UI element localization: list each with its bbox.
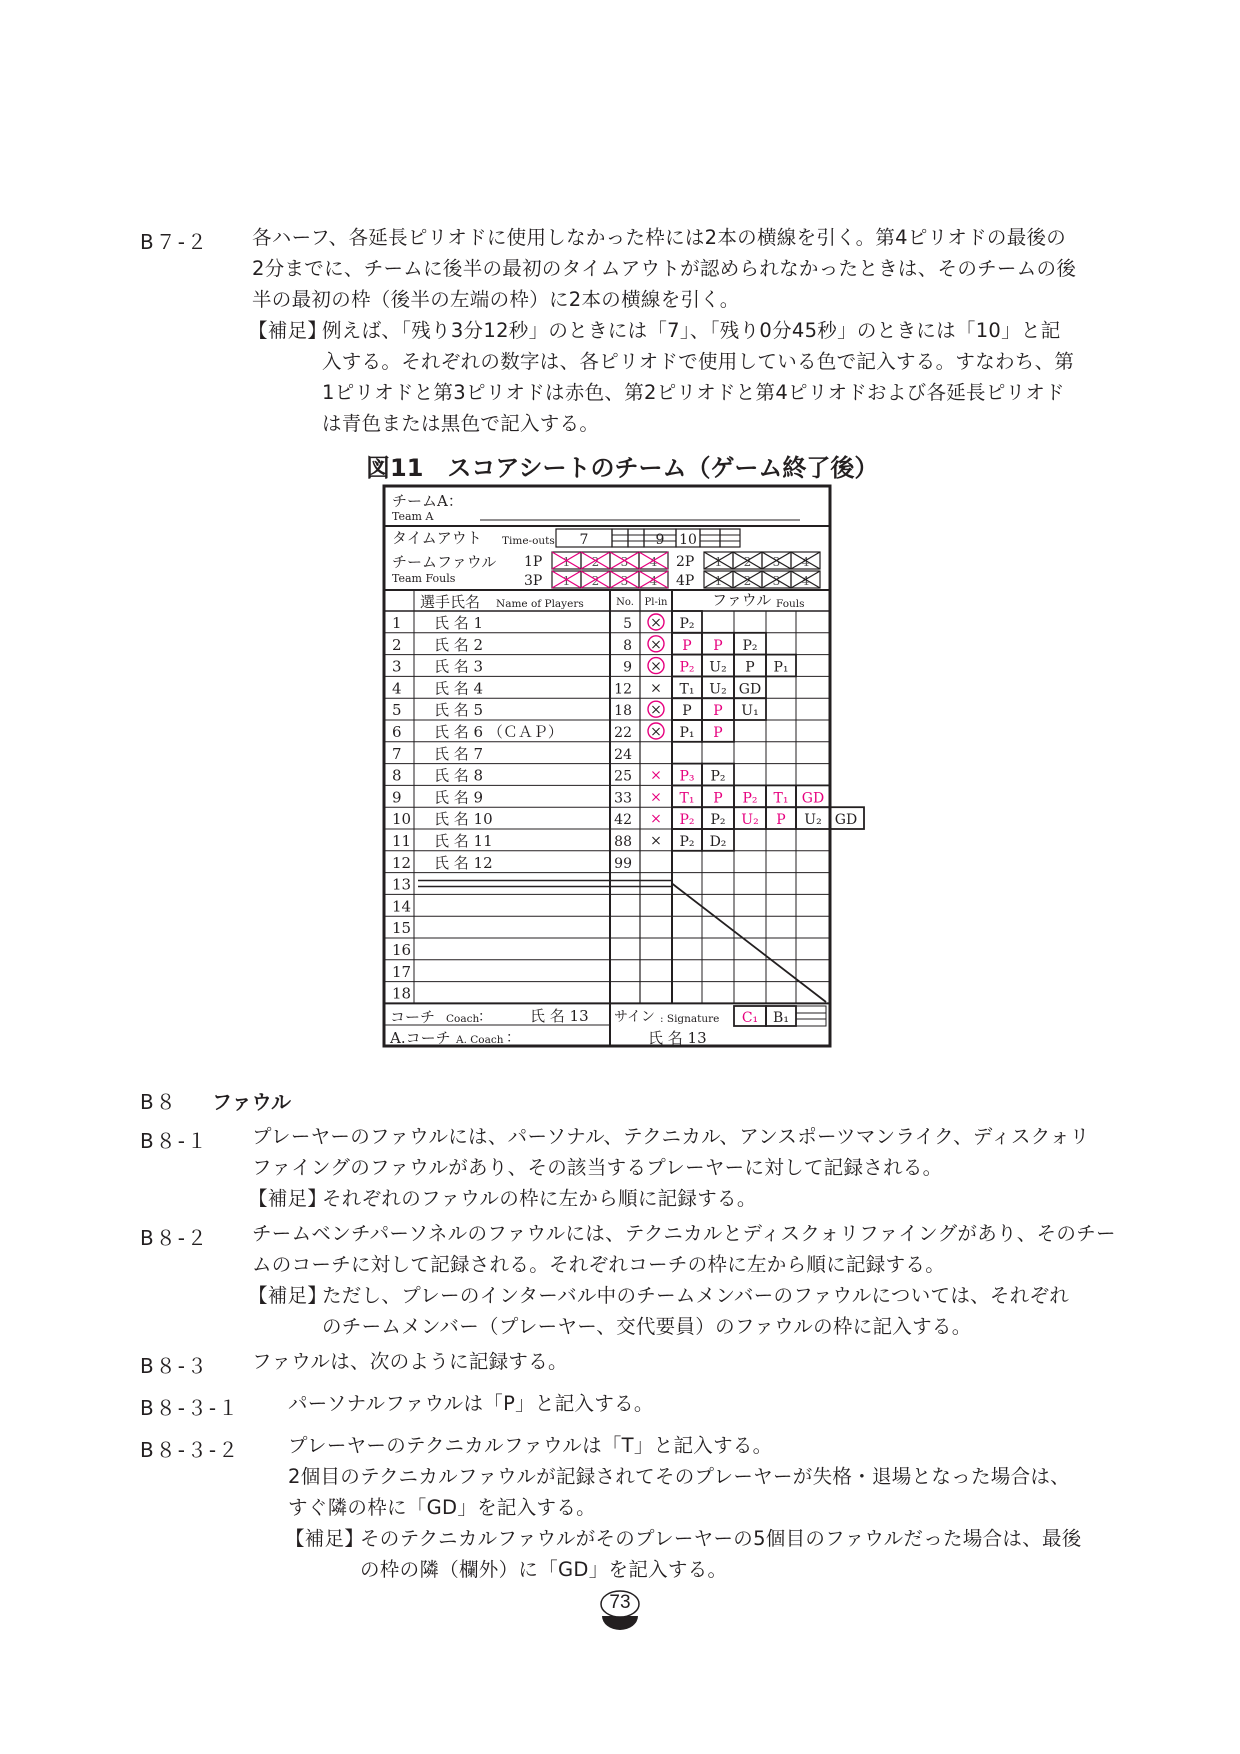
foul-entry: U₂: [709, 659, 727, 676]
player-index: 1: [392, 614, 402, 632]
player-name: 氏 名 3: [434, 657, 484, 676]
b7-2-line-1: 各ハーフ、各延長ピリオドに使用しなかった枠には2本の横線を引く。第4ピリオドの最後の: [252, 226, 1067, 249]
acoach-label-en: A. Coach: [456, 1034, 504, 1046]
player-in-mark: ×: [650, 680, 662, 697]
timeout-box: [720, 529, 740, 547]
b8-2-note-label: 【補足】: [248, 1284, 328, 1307]
coach-foul-box-empty: [796, 1006, 826, 1026]
player-number: 24: [614, 746, 632, 763]
player-name: 氏 名 10: [434, 810, 493, 829]
player-name: 氏 名 7: [434, 744, 484, 763]
player-index: 9: [392, 788, 402, 807]
team-foul-number: 2: [591, 574, 600, 588]
timeout-box: [628, 529, 644, 547]
foul-entry: P₁: [679, 725, 695, 741]
foul-entry: U₂: [804, 812, 822, 829]
b8-2-note-line-2: のチームメンバー（プレーヤー、交代要員）のファウルの枠に記入する。: [322, 1315, 972, 1338]
player-index: 4: [392, 679, 402, 698]
section-code-b8-3-1: B８-３-１: [140, 1396, 241, 1420]
player-index: 3: [392, 657, 402, 676]
player-in-mark: ×: [650, 636, 662, 653]
player-index: 5: [392, 701, 402, 720]
team-foul-number: 2: [591, 555, 600, 569]
player-in-mark: ×: [650, 615, 662, 631]
foul-entry: P: [713, 725, 723, 741]
b8-2-note-line-1: ただし、プレーのインターバル中のチームメンバーのファウルについては、それぞれ: [322, 1284, 1070, 1307]
timeout-value: 7: [579, 532, 589, 548]
player-in-mark: ×: [650, 811, 662, 828]
plin-header: Pl-in: [644, 597, 668, 608]
team-foul-number: 4: [649, 555, 658, 569]
page-number-badge: [598, 1590, 642, 1630]
player-name: 氏 名 8: [434, 766, 484, 785]
team-foul-number: 3: [620, 555, 629, 569]
coach-label-en: Coach: [446, 1013, 480, 1025]
foul-entry: GD: [801, 790, 825, 807]
player-name: 氏 名 11: [434, 832, 493, 850]
sign-label-en: : Signature: [660, 1013, 720, 1025]
acoach-colon: ：: [506, 1030, 520, 1046]
foul-entry: P: [682, 637, 692, 654]
b8-1-line-2: ファイングのファウルがあり、その該当するプレーヤーに対して記録される。: [252, 1156, 943, 1179]
team-foul-number: 4: [801, 574, 810, 588]
foul-entry: P₂: [742, 637, 758, 654]
foul-entry: P: [745, 659, 755, 676]
section-code-b7-2: B７-２: [140, 230, 209, 254]
player-number: 99: [614, 855, 632, 872]
foul-entry: P₂: [679, 812, 695, 829]
foul-entry: P: [713, 637, 723, 654]
foul-entry: GD: [738, 681, 762, 698]
b7-2-note-line-1: 例えば、「残り3分12秒」のときには「7」、「残り0分45秒」のときには「10」と記: [322, 319, 1061, 342]
player-name: 氏 名 1: [434, 614, 484, 632]
fouls-header-en: Fouls: [776, 598, 805, 610]
team-foul-number: 1: [562, 555, 571, 569]
player-index: 6: [392, 723, 402, 741]
player-name: 氏 名 6 （ＣＡＰ）: [434, 723, 563, 741]
team-foul-number: 4: [801, 555, 810, 569]
b8-3-2-line-1: プレーヤーのテクニカルファウルは「T」と記入する。: [288, 1434, 773, 1457]
coach-colon: ：: [478, 1009, 492, 1025]
b8-1-line-1: プレーヤーのファウルには、パーソナル、テクニカル、アンスポーツマンライク、ディスクォリ: [252, 1125, 1090, 1148]
b8-1-note-label: 【補足】: [248, 1187, 328, 1210]
b8-2-line-2: ムのコーチに対して記録される。それぞれコーチの枠に左から順に記録する。: [252, 1253, 945, 1276]
section-code-b8-3: B８-３: [140, 1354, 209, 1378]
timeout-box: [612, 529, 628, 547]
team-foul-number: 3: [772, 574, 781, 588]
player-index: 11: [392, 832, 412, 850]
team-foul-number: 4: [649, 574, 658, 588]
foul-entry: T₁: [679, 790, 695, 807]
timeout-value: 9: [655, 532, 665, 548]
foul-entry: P: [776, 812, 786, 829]
sign-label: サイン: [614, 1009, 656, 1025]
player-number: 5: [623, 616, 632, 632]
player-in-mark: ×: [650, 724, 662, 740]
player-number: 12: [614, 681, 632, 698]
foul-entry: P₂: [710, 812, 726, 829]
foul-entry: T₁: [679, 681, 695, 698]
b7-2-line-2: 2分までに、チームに後半の最初のタイムアウトが認められなかったときは、そのチームの後: [252, 257, 1077, 280]
player-name: 氏 名 12: [434, 853, 493, 872]
b8-2-line-1: チームベンチパーソネルのファウルには、テクニカルとディスクォリファイングがあり、そのチー: [252, 1222, 1116, 1245]
coach-label: コーチ: [390, 1008, 436, 1026]
acoach-label: A.コーチ: [390, 1029, 451, 1047]
b7-2-note-line-2: 入する。それぞれの数字は、各ピリオドで使用している色で記入する。すなわち、第: [322, 350, 1075, 373]
players-header-en: Name of Players: [496, 598, 584, 610]
unused-diagonal: [672, 884, 826, 1003]
foul-entry: P: [713, 703, 723, 720]
player-number: 9: [623, 659, 632, 676]
b7-2-note-line-3: 1ピリオドと第3ピリオドは赤色、第2ピリオドと第4ピリオドおよび各延長ピリオド: [322, 381, 1065, 404]
foul-entry: P₂: [679, 659, 695, 676]
foul-entry: T₁: [773, 790, 789, 807]
b8-3-2-line-3: すぐ隣の枠に「GD」を記入する。: [288, 1496, 596, 1519]
fouls-header: ファウル: [712, 591, 772, 609]
player-index: 13: [392, 875, 412, 894]
foul-entry: U₂: [709, 681, 727, 698]
player-in-mark: ×: [650, 833, 662, 849]
team-fouls-label: チームファウル: [392, 553, 497, 571]
team-foul-number: 1: [714, 574, 723, 588]
timeout-box: [700, 529, 720, 547]
player-index: 12: [392, 853, 412, 872]
player-name: 氏 名 5: [434, 701, 484, 720]
player-in-mark: ×: [650, 658, 662, 675]
foul-entry: GD: [834, 812, 858, 829]
player-index: 7: [392, 744, 402, 763]
timeout-label: タイムアウト: [392, 529, 482, 547]
timeout-value: 10: [679, 532, 697, 548]
team-foul-number: 3: [620, 574, 629, 588]
b8-3-1-text: パーソナルファウルは「P」と記入する。: [288, 1392, 654, 1415]
foul-entry: P₁: [773, 659, 789, 676]
foul-entry: P₂: [742, 790, 758, 807]
timeout-label-en: Time-outs: [502, 535, 555, 547]
foul-entry: U₂: [741, 812, 759, 829]
period-label: 2P: [676, 554, 695, 570]
coach-name: 氏 名 13: [530, 1007, 589, 1025]
team-foul-number: 2: [743, 555, 752, 569]
player-index: 2: [392, 635, 402, 654]
player-name: 氏 名 2: [434, 635, 484, 654]
foul-entry: D₂: [709, 834, 727, 850]
foul-entry: P: [682, 703, 692, 720]
player-index: 10: [392, 810, 412, 829]
section-code-b8: B８: [140, 1090, 178, 1114]
sign-name: 氏 名 13: [648, 1029, 707, 1047]
period-label: 3P: [524, 573, 543, 589]
team-a-label: チームA：: [392, 492, 463, 510]
player-number: 42: [614, 812, 632, 829]
foul-entry: P₂: [679, 834, 695, 850]
player-index: 15: [392, 919, 412, 938]
player-number: 88: [614, 834, 632, 850]
section-code-b8-1: B８-１: [140, 1129, 209, 1153]
team-foul-number: 1: [562, 574, 571, 588]
team-fouls-label-en: Team Fouls: [392, 572, 456, 585]
player-number: 22: [614, 725, 632, 741]
player-index: 18: [392, 984, 412, 1003]
player-number: 8: [623, 637, 632, 654]
b8-3-2-note-label: 【補足】: [285, 1527, 365, 1550]
coach-foul-entry: B₁: [773, 1010, 789, 1026]
section-code-b8-2: B８-２: [140, 1226, 209, 1250]
period-label: 1P: [524, 554, 543, 570]
b7-2-note-line-4: は青色または黒色で記入する。: [322, 412, 600, 435]
section-heading-fouls: ファウル: [212, 1090, 291, 1114]
no-header: No.: [616, 597, 634, 608]
player-in-mark: ×: [650, 789, 662, 806]
player-name: 氏 名 9: [434, 788, 484, 807]
player-number: 25: [614, 768, 632, 785]
b8-1-note-line-1: それぞれのファウルの枠に左から順に記録する。: [322, 1187, 757, 1210]
team-foul-number: 3: [772, 555, 781, 569]
b7-2-note-label: 【補足】: [248, 319, 328, 342]
player-index: 8: [392, 766, 402, 785]
b8-3-2-note-line-2: の枠の隣（欄外）に「GD」を記入する。: [360, 1558, 728, 1581]
page-number: 73: [609, 1592, 631, 1613]
player-index: 16: [392, 941, 412, 959]
player-number: 33: [614, 790, 632, 807]
figure-title: 図11 スコアシートのチーム（ゲーム終了後）: [366, 454, 879, 482]
player-name: 氏 名 4: [434, 679, 484, 698]
section-code-b8-3-2: B８-３-２: [140, 1438, 241, 1462]
b7-2-line-3: 半の最初の枠（後半の左端の枠）に2本の横線を引く。: [252, 288, 740, 311]
player-index: 17: [392, 962, 412, 981]
team-foul-number: 1: [714, 555, 723, 569]
b8-3-text: ファウルは、次のように記録する。: [252, 1350, 568, 1373]
b8-3-2-note-line-1: そのテクニカルファウルがそのプレーヤーの5個目のファウルだった場合は、最後: [360, 1527, 1082, 1550]
players-header: 選手氏名: [420, 593, 481, 611]
player-number: 18: [614, 703, 632, 720]
player-in-mark: ×: [650, 767, 662, 784]
foul-entry: P₃: [679, 768, 695, 785]
coach-foul-entry: C₁: [741, 1010, 759, 1026]
player-in-mark: ×: [650, 702, 662, 719]
player-index: 14: [392, 897, 412, 916]
b8-3-2-line-2: 2個目のテクニカルファウルが記録されてそのプレーヤーが失格・退場となった場合は、: [288, 1465, 1070, 1488]
foul-entry: P₂: [679, 616, 695, 632]
foul-entry: U₁: [741, 703, 759, 720]
foul-entry: P: [713, 790, 723, 807]
team-foul-number: 2: [743, 574, 752, 588]
foul-entry: P₂: [710, 768, 726, 785]
team-a-label-en: Team A: [392, 510, 434, 523]
period-label: 4P: [676, 573, 695, 589]
